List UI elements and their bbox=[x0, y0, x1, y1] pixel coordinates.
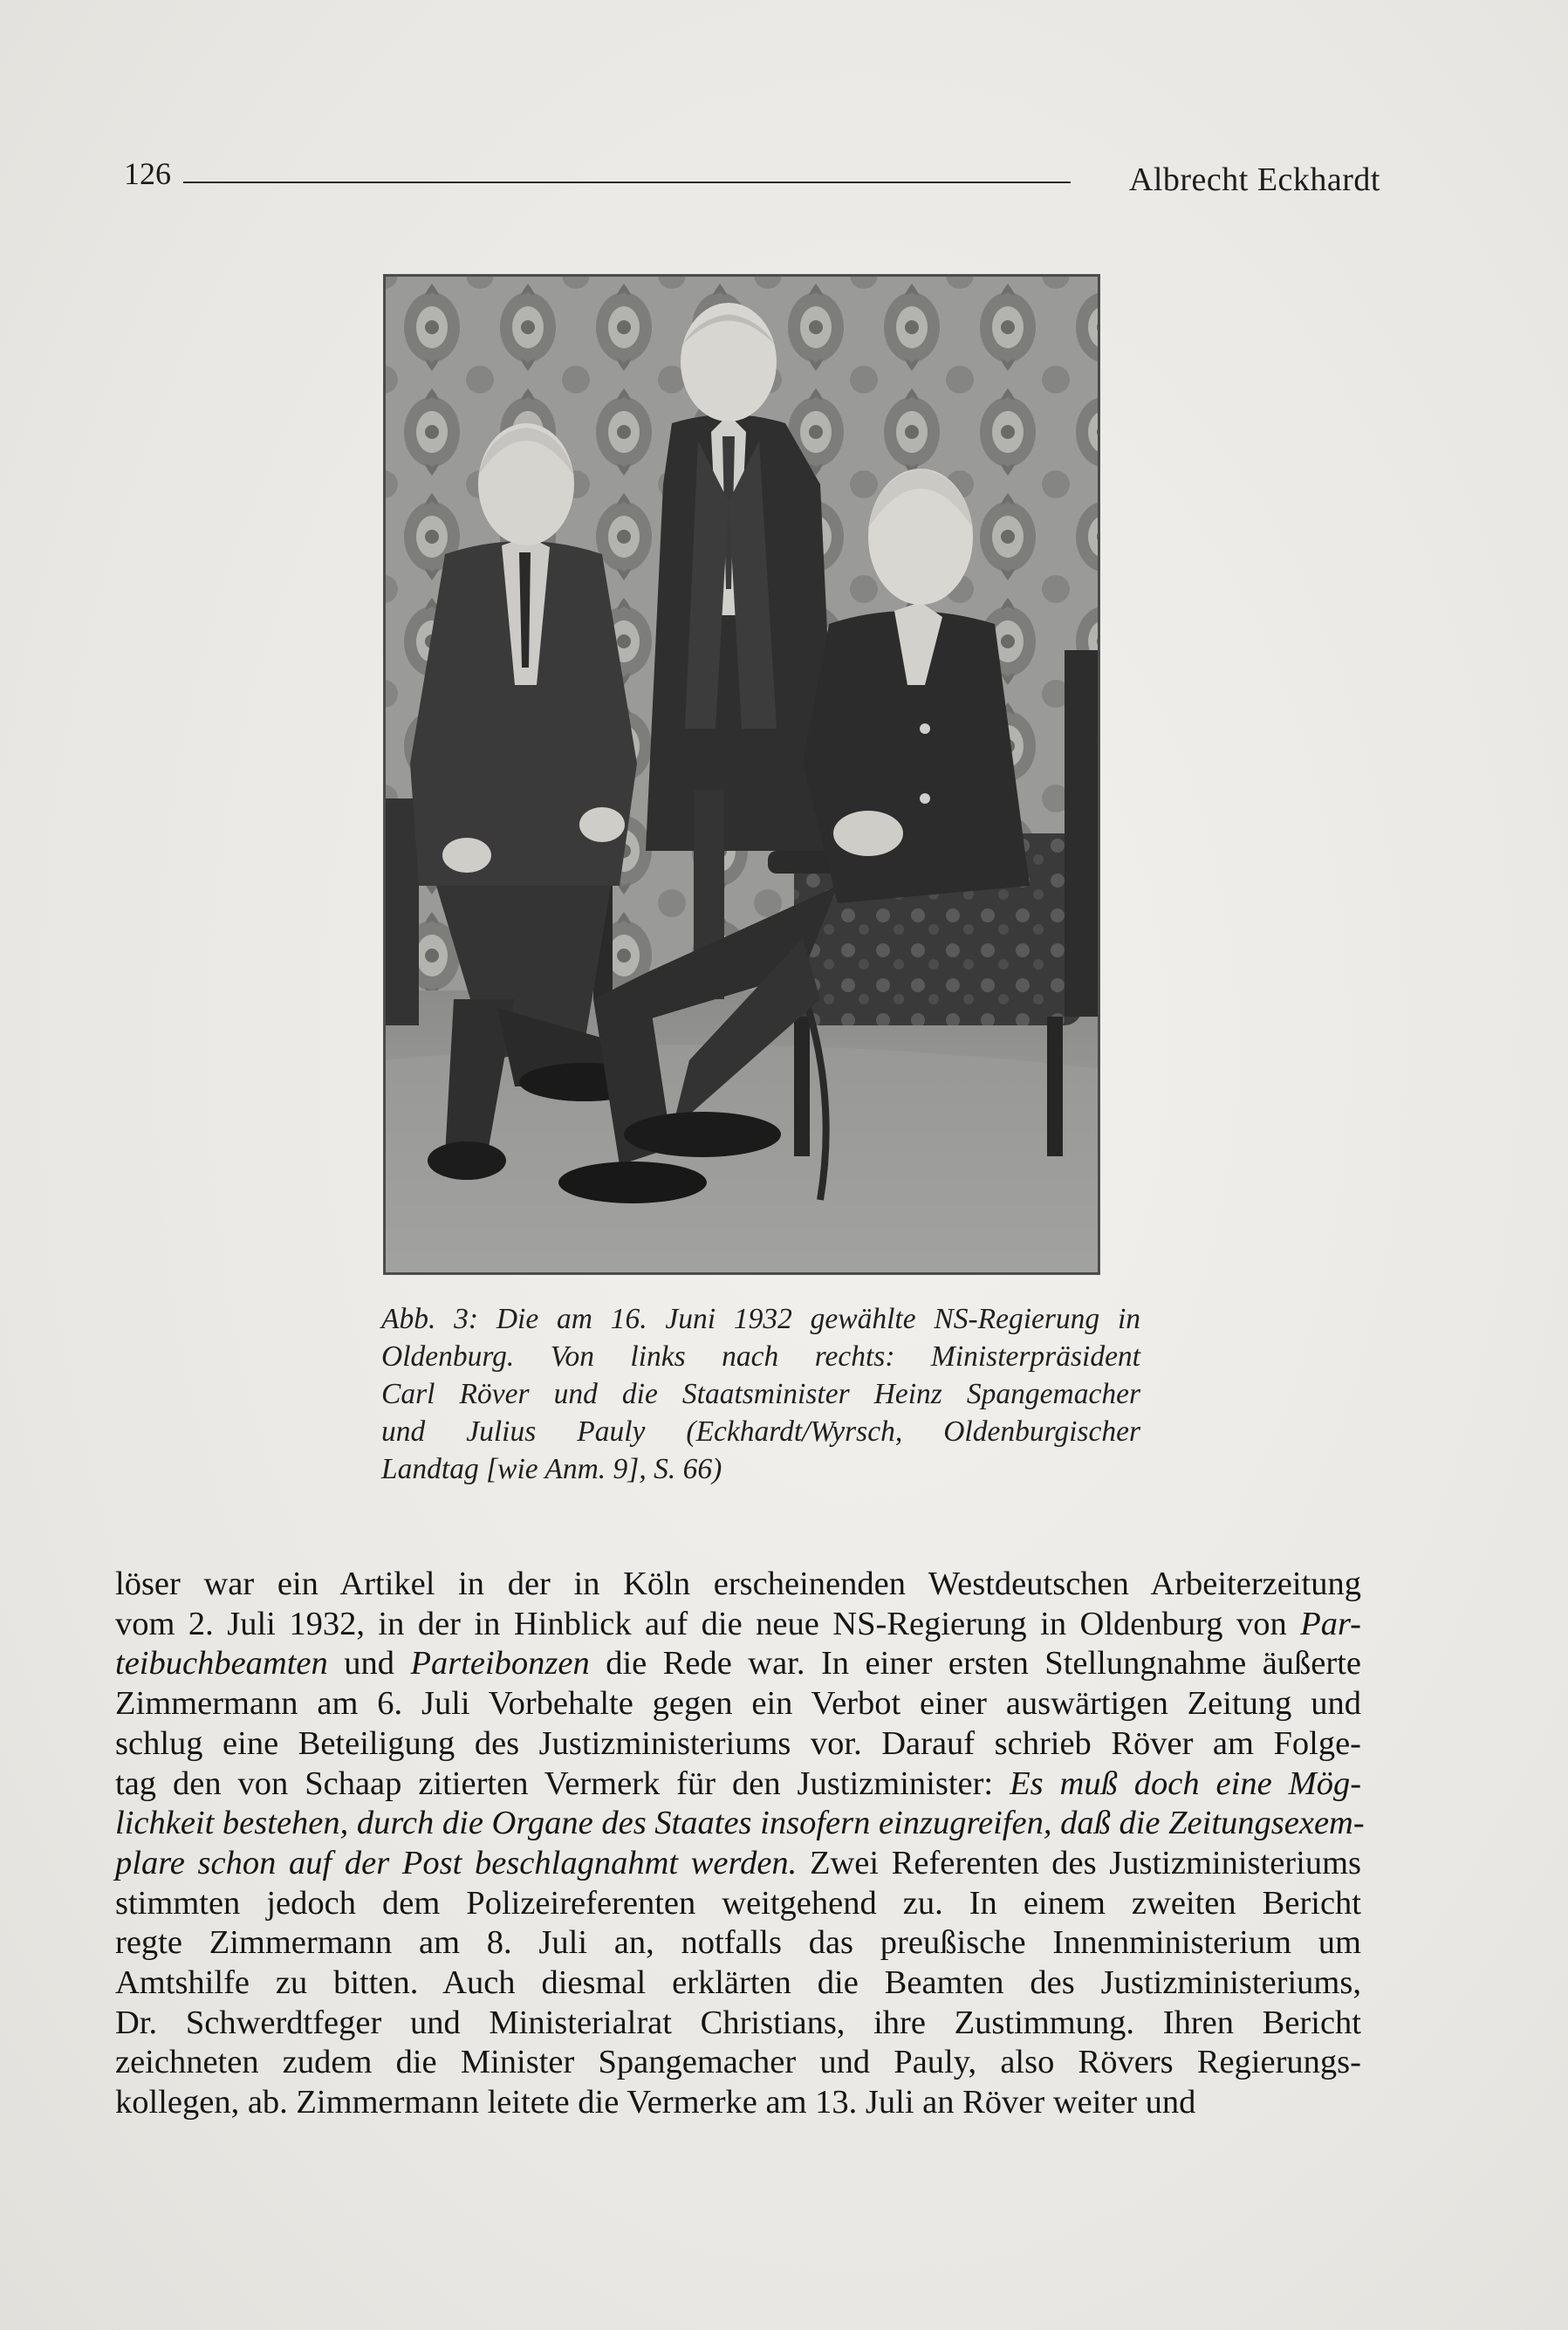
text-segment: regte Zimmermann am 8. Juli an, notfalls das preußische Innenministerium um bbox=[115, 1924, 1361, 1962]
text-segment: Dr. Schwerdtfeger und Ministerialrat Christians, ihre Zustimmung. Ihren Bericht bbox=[115, 2004, 1361, 2041]
text-line bbox=[115, 1724, 1361, 1765]
body-paragraph bbox=[115, 1565, 1365, 2123]
text-line bbox=[115, 1844, 1361, 1884]
caption-line: Oldenburg. Von links nach rechts: Ministerpräsident bbox=[381, 1340, 1140, 1373]
italic-segment: Parteibonzen bbox=[410, 1645, 590, 1682]
caption-line: Abb. 3: Die am 16. Juni 1932 gewählte NS-Regierung in bbox=[381, 1303, 1140, 1335]
italic-segment: teibuchbeamten bbox=[115, 1645, 328, 1682]
text-segment: Amtshilfe zu bitten. Auch diesmal erklärten die Beamten des Justizministeriums, bbox=[115, 1964, 1361, 2002]
text-line bbox=[115, 1923, 1361, 1963]
running-header bbox=[124, 155, 1380, 208]
text-segment: löser war ein Artikel in der in Köln erscheinenden Westdeutschen Arbeiterzeitung bbox=[115, 1566, 1361, 1602]
caption-line: Carl Röver und die Staatsminister Heinz Spangemacher bbox=[381, 1378, 1140, 1410]
text-segment: zeichneten zudem die Minister Spangemacher und Pauly, also Rövers Regierungs- bbox=[115, 2044, 1361, 2081]
text-line bbox=[115, 2004, 1361, 2044]
text-line bbox=[115, 1804, 1365, 1844]
text-segment: vom 2. Juli 1932, in der in Hinblick auf die neue NS-Regierung in Oldenburg von bbox=[115, 1605, 1301, 1642]
caption-line: Landtag [wie Anm. 9], S. 66) bbox=[381, 1453, 722, 1485]
italic-segment: lichkeit bestehen, durch die Organe des Staates insofern einzugreifen, daß die Zeitungsexem- bbox=[115, 1805, 1365, 1842]
italic-segment: Es muß doch eine Mög- bbox=[1010, 1765, 1362, 1802]
text-segment: kollegen, ab. Zimmermann leitete die Vermerke am 13. Juli an Röver weiter und bbox=[115, 2084, 1196, 2121]
text-segment: und bbox=[327, 1645, 411, 1682]
italic-segment: Par- bbox=[1300, 1605, 1361, 1642]
text-line bbox=[115, 2043, 1361, 2083]
text-line bbox=[115, 2083, 1361, 2123]
page-number: 126 bbox=[124, 156, 171, 191]
group-photograph bbox=[384, 275, 1099, 1274]
text-line bbox=[115, 1963, 1361, 2004]
figure-caption bbox=[381, 1300, 1140, 1488]
running-title: Albrecht Eckhardt bbox=[1128, 161, 1380, 198]
text-line bbox=[115, 1884, 1361, 1924]
caption-line: und Julius Pauly (Eckhardt/Wyrsch, Oldenburgischer bbox=[381, 1415, 1140, 1448]
text-line bbox=[115, 1765, 1361, 1805]
text-segment: tag den von Schaap zitierten Vermerk für den Justizminister: bbox=[115, 1765, 1010, 1802]
text-line bbox=[115, 1644, 1361, 1684]
text-line bbox=[115, 1565, 1361, 1605]
text-segment: Zwei Referenten des Justizministeriums bbox=[797, 1844, 1362, 1881]
text-line bbox=[115, 1605, 1361, 1645]
text-segment: stimmten jedoch dem Polizeireferenten weitgehend zu. In einem zweiten Bericht bbox=[115, 1884, 1361, 1922]
text-segment: die Rede war. In einer ersten Stellungnahme äußerte bbox=[589, 1645, 1362, 1682]
text-line bbox=[115, 1684, 1361, 1724]
header-rule bbox=[183, 182, 1071, 183]
photograph-illustration bbox=[384, 275, 1099, 1274]
italic-segment: plare schon auf der Post beschlagnahmt werden. bbox=[115, 1844, 798, 1881]
text-segment: schlug eine Beteiligung des Justizministeriums vor. Darauf schrieb Röver am Folge- bbox=[115, 1724, 1361, 1762]
text-segment: Zimmermann am 6. Juli Vorbehalte gegen ein Verbot einer auswärtigen Zeitung und bbox=[115, 1685, 1361, 1723]
